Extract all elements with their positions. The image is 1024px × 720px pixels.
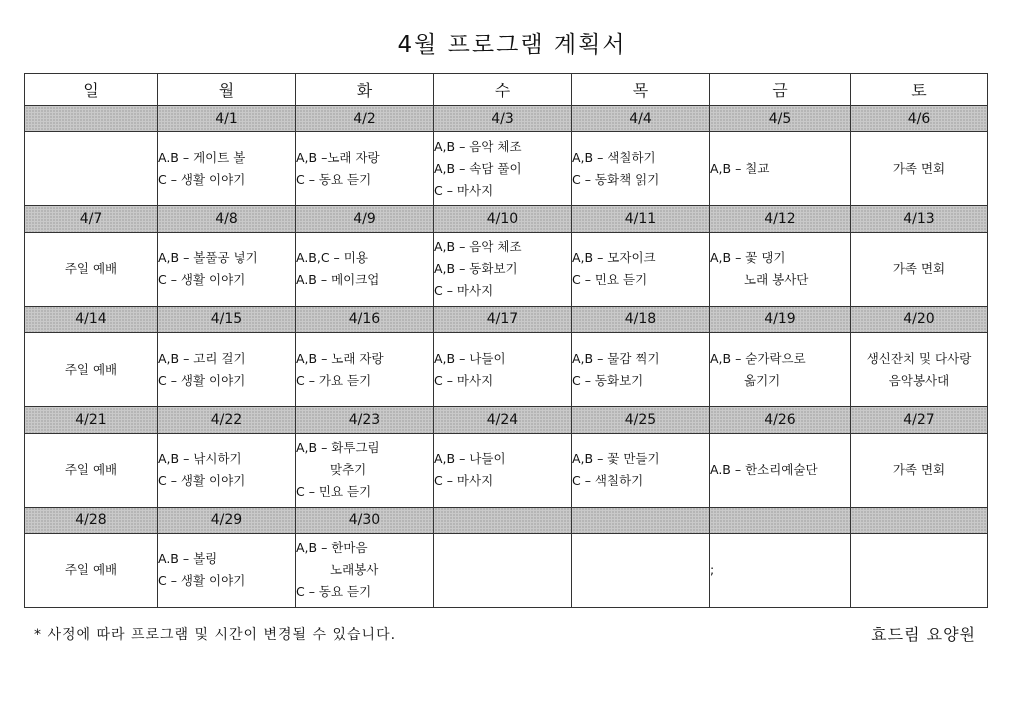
date-cell-sat: 4/6	[851, 106, 988, 132]
date-cell-wed: 4/3	[434, 106, 572, 132]
program-row	[25, 132, 988, 206]
program-row	[25, 433, 988, 507]
program-cell-wed	[434, 533, 572, 607]
program-line: A,B – 색칠하기	[572, 149, 656, 165]
date-cell-tue: 4/9	[296, 206, 434, 232]
program-line: A,B – 고리 걸기	[158, 350, 246, 366]
program-cell-sun	[25, 433, 158, 507]
program-line: C – 생활 이야기	[158, 171, 246, 187]
program-line: A.B – 볼링	[158, 551, 218, 567]
weekday-tue: 화	[296, 74, 434, 106]
program-cell-thu	[572, 333, 710, 407]
program-cell-sun	[25, 533, 158, 607]
program-cell-sun	[25, 333, 158, 407]
date-cell-thu: 4/18	[572, 306, 710, 332]
program-line: A,B – 숟가락으로	[710, 350, 806, 366]
date-row	[25, 106, 988, 132]
date-cell-thu: 4/25	[572, 407, 710, 433]
program-line: A,B – 볼풀공 넣기	[158, 250, 258, 266]
program-row	[25, 533, 988, 607]
program-line: 가족 면회	[892, 160, 946, 176]
program-cell-wed	[434, 232, 572, 306]
footnote: * 사정에 따라 프로그램 및 시간이 변경될 수 있습니다.	[34, 627, 397, 643]
program-cell-sat	[851, 132, 988, 206]
program-line: A,B – 모자이크	[572, 250, 656, 266]
date-cell-thu: 4/4	[572, 106, 710, 132]
program-line: 주일 예배	[64, 361, 118, 377]
program-line: 주일 예배	[64, 562, 118, 578]
program-line: A,B – 동화보기	[434, 261, 518, 277]
date-cell-mon: 4/8	[158, 206, 296, 232]
program-line: C – 색칠하기	[572, 473, 644, 489]
date-cell-sun: 4/28	[25, 507, 158, 533]
program-line: A,B – 칠교	[710, 160, 770, 176]
program-cell-thu	[572, 533, 710, 607]
program-line: A,B – 한마음	[296, 540, 368, 556]
date-cell-fri	[710, 507, 851, 533]
program-cell-sun	[25, 132, 158, 206]
program-line: 생신잔치 및 다사랑	[866, 350, 972, 366]
program-cell-tue	[296, 433, 434, 507]
program-cell-sat	[851, 533, 988, 607]
program-calendar-table	[24, 73, 988, 608]
program-line: 음악봉사대	[888, 372, 950, 388]
program-line: C – 동요 듣기	[296, 584, 372, 600]
date-cell-tue: 4/16	[296, 306, 434, 332]
program-cell-tue	[296, 533, 434, 607]
program-line: C – 생활 이야기	[158, 272, 246, 288]
program-cell-thu	[572, 433, 710, 507]
program-line: C – 동화책 읽기	[572, 171, 660, 187]
page-title: 4월 프로그램 계획서	[397, 32, 627, 58]
program-cell-fri	[710, 232, 851, 306]
weekday-thu: 목	[572, 74, 710, 106]
program-line: C – 가요 듣기	[296, 372, 372, 388]
program-line: 가족 면회	[892, 261, 946, 277]
program-cell-fri	[710, 333, 851, 407]
program-cell-wed	[434, 433, 572, 507]
program-line: 주일 예배	[64, 261, 118, 277]
program-line: A,B –노래 자랑	[296, 149, 380, 165]
weekday-wed: 수	[434, 74, 572, 106]
program-cell-wed	[434, 333, 572, 407]
program-line: ;	[710, 562, 715, 578]
program-cell-tue	[296, 232, 434, 306]
program-line: 옮기기	[744, 372, 781, 388]
program-line: A,B – 노래 자랑	[296, 350, 384, 366]
program-line: A.B – 메이크업	[296, 272, 380, 288]
program-cell-thu	[572, 132, 710, 206]
program-line: C – 생활 이야기	[158, 372, 246, 388]
weekday-header-row	[25, 74, 988, 106]
date-row	[25, 507, 988, 533]
program-line: C – 마사지	[434, 473, 494, 489]
program-line: A,B – 나들이	[434, 451, 506, 467]
date-row	[25, 206, 988, 232]
organization-name: 효드림 요양원	[871, 625, 976, 644]
program-line: A,B – 나들이	[434, 350, 506, 366]
program-line: A.B – 한소리예술단	[710, 462, 818, 478]
program-cell-tue	[296, 132, 434, 206]
program-line: 노래 봉사단	[744, 272, 809, 288]
date-cell-mon: 4/15	[158, 306, 296, 332]
program-line: 주일 예배	[64, 462, 118, 478]
program-line: 노래봉사	[330, 562, 379, 578]
date-cell-fri: 4/12	[710, 206, 851, 232]
weekday-mon: 월	[158, 74, 296, 106]
program-line: C – 민요 듣기	[296, 484, 372, 500]
date-cell-mon: 4/22	[158, 407, 296, 433]
program-line: C – 마사지	[434, 283, 494, 299]
program-line: A.B,C – 미용	[296, 250, 368, 266]
program-cell-fri	[710, 533, 851, 607]
program-cell-sat	[851, 232, 988, 306]
program-line: A,B – 속담 풀이	[434, 160, 522, 176]
date-row	[25, 407, 988, 433]
date-cell-fri: 4/5	[710, 106, 851, 132]
date-cell-tue: 4/2	[296, 106, 434, 132]
program-row	[25, 232, 988, 306]
program-cell-mon	[158, 232, 296, 306]
program-line: C – 생활 이야기	[158, 473, 246, 489]
date-cell-sat: 4/13	[851, 206, 988, 232]
program-cell-fri	[710, 132, 851, 206]
program-line: A,B – 화투그림	[296, 440, 380, 456]
weekday-sun: 일	[25, 74, 158, 106]
date-cell-thu	[572, 507, 710, 533]
program-cell-thu	[572, 232, 710, 306]
program-line: A,B – 물감 찍기	[572, 350, 660, 366]
program-row	[25, 333, 988, 407]
date-cell-sun: 4/7	[25, 206, 158, 232]
date-cell-sat	[851, 507, 988, 533]
date-cell-fri: 4/26	[710, 407, 851, 433]
program-line: A,B – 꽃 댕기	[710, 250, 786, 266]
date-cell-mon: 4/1	[158, 106, 296, 132]
date-cell-sun: 4/14	[25, 306, 158, 332]
weekday-fri: 금	[710, 74, 851, 106]
program-line: C – 마사지	[434, 372, 494, 388]
program-line: C – 마사지	[434, 182, 494, 198]
date-cell-wed: 4/10	[434, 206, 572, 232]
date-cell-mon: 4/29	[158, 507, 296, 533]
date-cell-sat: 4/20	[851, 306, 988, 332]
date-cell-thu: 4/11	[572, 206, 710, 232]
program-line: C – 민요 듣기	[572, 272, 648, 288]
program-cell-mon	[158, 433, 296, 507]
program-line: A,B – 음악 체조	[434, 239, 522, 255]
weekday-sat: 토	[851, 74, 988, 106]
program-cell-sun	[25, 232, 158, 306]
date-cell-wed: 4/24	[434, 407, 572, 433]
date-cell-fri: 4/19	[710, 306, 851, 332]
program-cell-sat	[851, 433, 988, 507]
date-cell-tue: 4/23	[296, 407, 434, 433]
program-line: C – 동요 듣기	[296, 171, 372, 187]
program-line: C – 생활 이야기	[158, 573, 246, 589]
program-cell-tue	[296, 333, 434, 407]
program-cell-fri	[710, 433, 851, 507]
date-cell-sun	[25, 106, 158, 132]
program-line: C – 동화보기	[572, 372, 644, 388]
program-line: 맞추기	[330, 462, 367, 478]
program-line: A,B – 낚시하기	[158, 451, 242, 467]
program-line: A.B – 게이트 볼	[158, 149, 246, 165]
program-cell-sat	[851, 333, 988, 407]
date-cell-wed: 4/17	[434, 306, 572, 332]
date-cell-sun: 4/21	[25, 407, 158, 433]
program-cell-mon	[158, 533, 296, 607]
program-line: A,B – 꽃 만들기	[572, 451, 660, 467]
date-cell-wed	[434, 507, 572, 533]
program-line: A,B – 음악 체조	[434, 138, 522, 154]
program-line: 가족 면회	[892, 462, 946, 478]
date-cell-sat: 4/27	[851, 407, 988, 433]
program-cell-wed	[434, 132, 572, 206]
date-cell-tue: 4/30	[296, 507, 434, 533]
program-cell-mon	[158, 132, 296, 206]
program-cell-mon	[158, 333, 296, 407]
date-row	[25, 306, 988, 332]
